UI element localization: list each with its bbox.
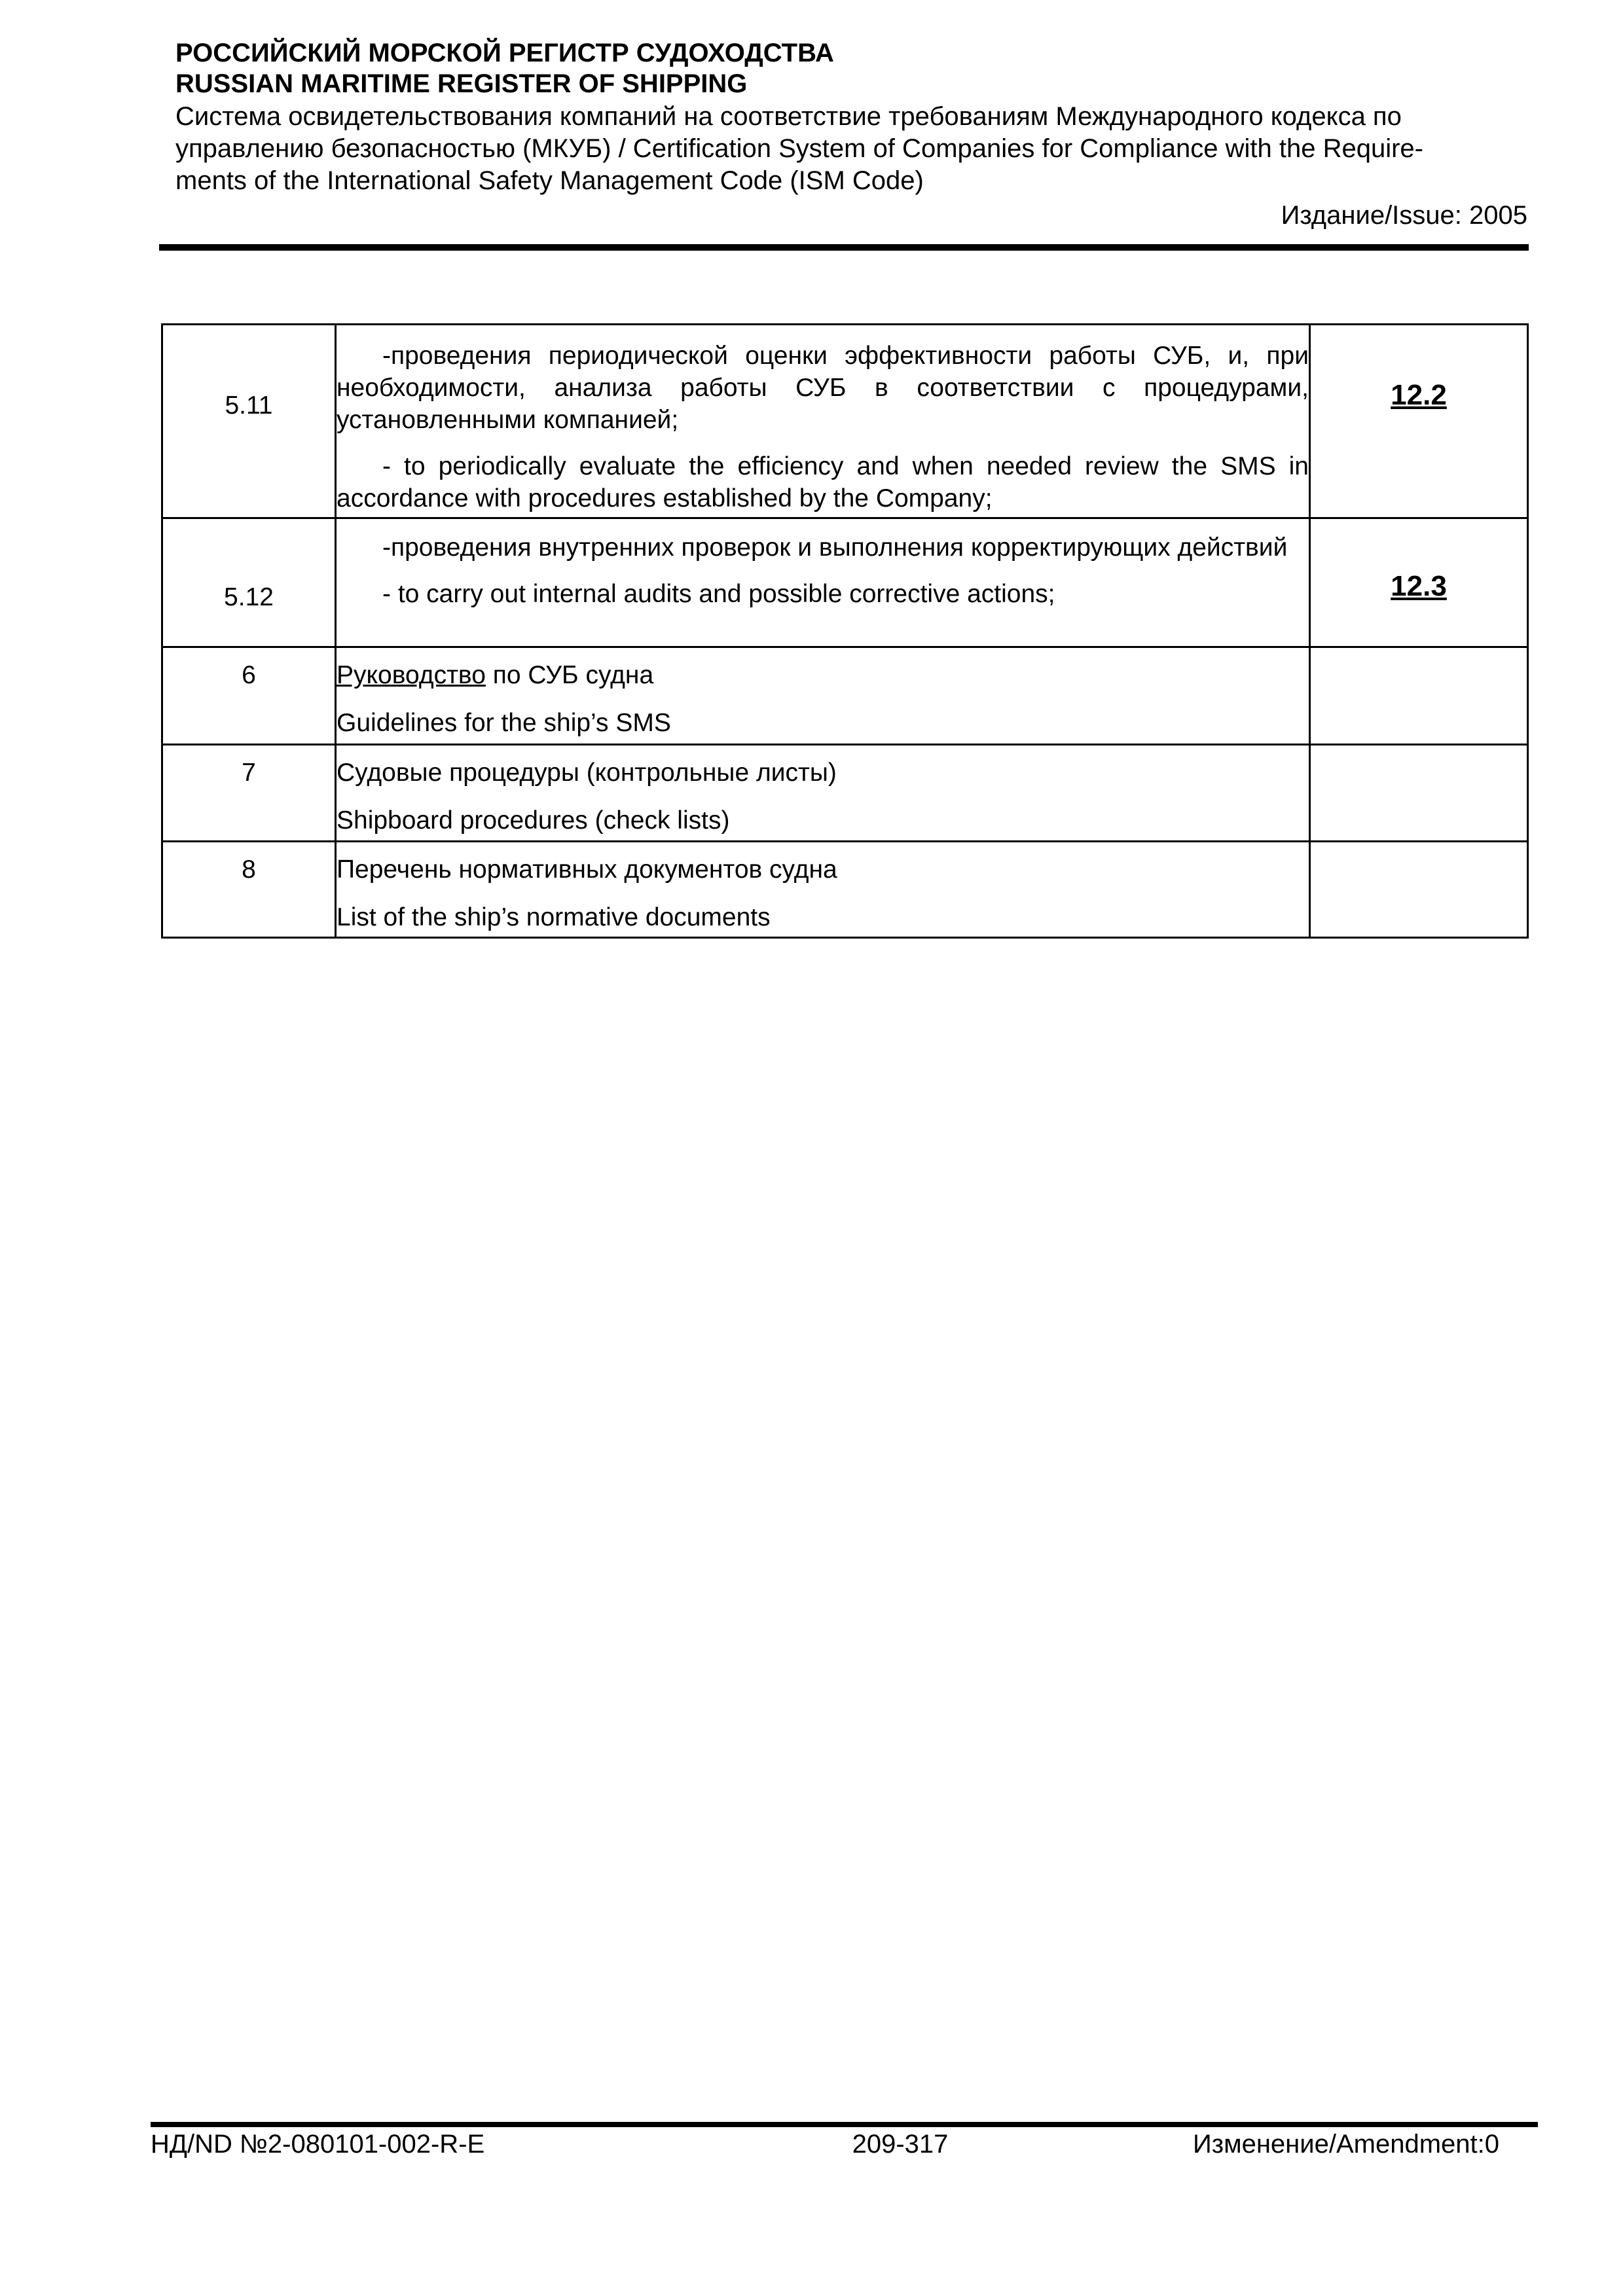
item-description <box>336 518 1310 647</box>
reference-value: 12.3 <box>1391 570 1447 602</box>
description-ru: Перечень нормативных документов судна <box>337 855 837 884</box>
footer-divider <box>151 2122 1538 2127</box>
page-number: 209-317 <box>852 2130 949 2159</box>
item-number: 5.11 <box>162 325 336 518</box>
page-header <box>175 38 1527 232</box>
description-ru: Судовые процедуры (контрольные листы) <box>337 759 837 787</box>
item-description <box>336 842 1310 938</box>
description-en: - to periodically evaluate the efficiency and when needed review the SMS in accordance with procedures established by the Company; <box>337 452 1309 512</box>
system-title-line: Система освидетельствования компаний на соответствие требованиям Международного кодекса по <box>175 102 1402 131</box>
org-name-ru: РОССИЙСКИЙ МОРСКОЙ РЕГИСТР СУДОХОДСТВА <box>175 39 834 67</box>
description-ru-underlined: Руководство <box>337 661 486 689</box>
item-description <box>336 325 1310 518</box>
item-number: 6 <box>162 647 336 745</box>
table-row <box>162 745 1528 842</box>
system-title-line: управлению безопасностью (МКУБ) / Certification System of Companies for Compliance with the Require- <box>175 134 1423 163</box>
description-en: List of the ship’s normative documents <box>337 903 771 931</box>
description-en: Guidelines for the ship’s SMS <box>337 709 671 737</box>
reference-value: 12.2 <box>1391 379 1447 411</box>
system-title <box>175 101 1527 197</box>
description-ru: -проведения периодической оценки эффективности работы СУБ, и, при необходимости, анализа работы СУБ в соответствии с процедурами, установленными компанией; <box>337 342 1309 434</box>
amendment-label: Изменение/Amendment:0 <box>1193 2130 1499 2159</box>
document-number: НД/ND №2-080101-002-R-E <box>151 2130 485 2159</box>
description-ru <box>337 659 1309 691</box>
item-number: 5.12 <box>162 518 336 647</box>
table-row <box>162 518 1528 647</box>
description-ru: -проведения внутренних проверок и выполнения корректирующих действий <box>382 533 1288 562</box>
org-name-en: RUSSIAN MARITIME REGISTER OF SHIPPING <box>175 69 748 98</box>
reference-cell <box>1310 745 1528 842</box>
description-en: Shipboard procedures (check lists) <box>337 806 730 834</box>
issue-label: Издание/Issue: 2005 <box>1281 201 1527 230</box>
item-number: 7 <box>162 745 336 842</box>
table-row <box>162 842 1528 938</box>
reference-cell <box>1310 325 1528 518</box>
item-number: 8 <box>162 842 336 938</box>
reference-cell <box>1310 518 1528 647</box>
reference-cell <box>1310 842 1528 938</box>
reference-cell <box>1310 647 1528 745</box>
table-row <box>162 325 1528 518</box>
description-ru-rest: по СУБ судна <box>485 661 654 689</box>
requirements-table <box>161 323 1529 939</box>
header-divider <box>159 244 1529 251</box>
page-footer <box>151 2130 1499 2164</box>
system-title-line: ments of the International Safety Management Code (ISM Code) <box>175 166 924 195</box>
item-description <box>336 647 1310 745</box>
table-row <box>162 647 1528 745</box>
item-description <box>336 745 1310 842</box>
description-en: - to carry out internal audits and possible corrective actions; <box>382 580 1055 608</box>
